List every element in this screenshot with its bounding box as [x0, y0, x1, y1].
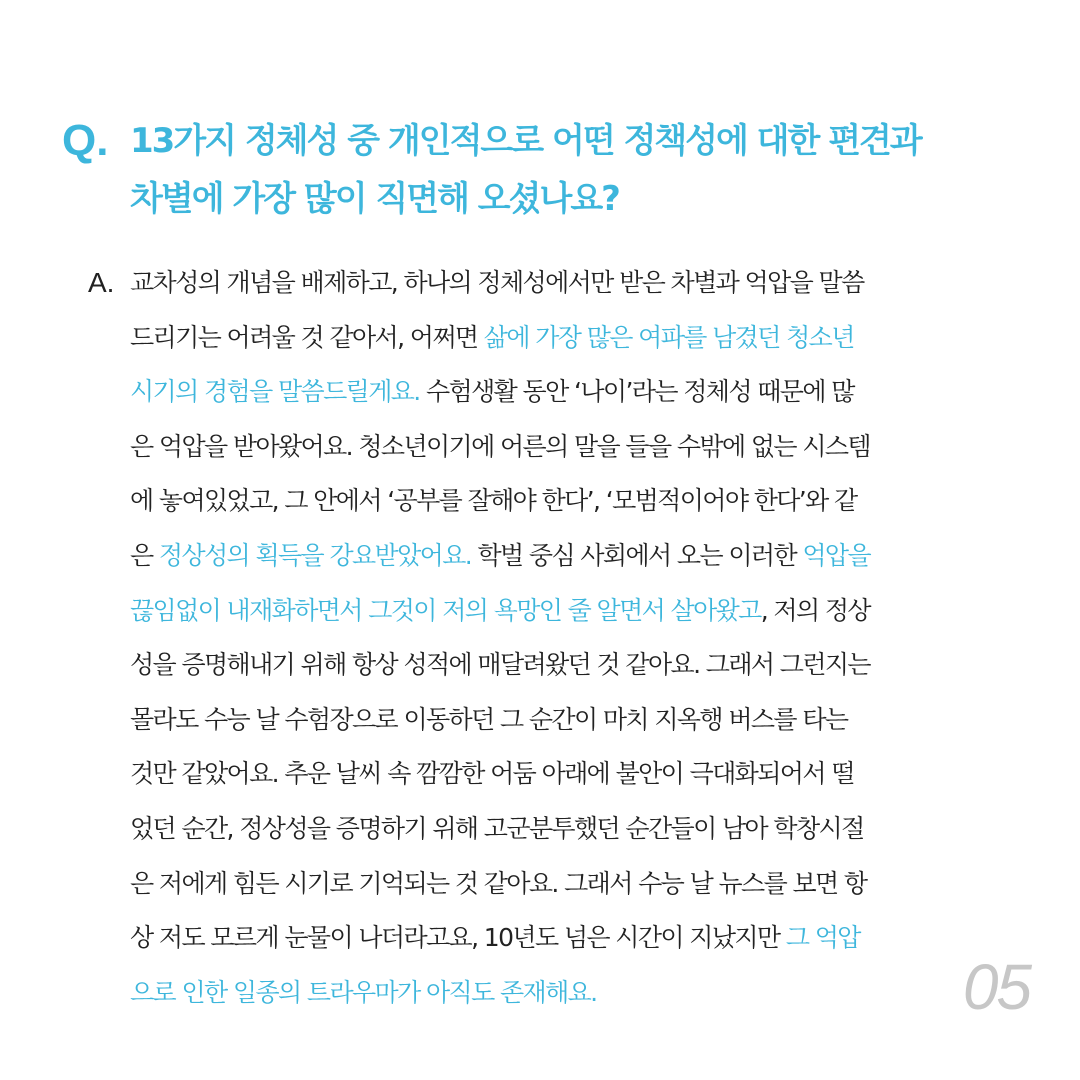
answer-line — [130, 474, 1008, 529]
highlighted-text: 그 억압 — [785, 923, 860, 953]
answer-text — [130, 256, 1008, 1020]
body-text: 에 놓여있었고, 그 안에서 ‘공부를 잘해야 한다’, ‘모범적이어야 한다’와 같 — [130, 486, 857, 516]
answer-mark: A. — [88, 267, 115, 298]
highlighted-text: 끊임없이 내재화하면서 그것이 저의 욕망인 줄 알면서 살아왔고 — [130, 595, 761, 625]
answer-line — [130, 911, 1008, 966]
highlighted-text: 정상성의 획득을 강요받았어요. — [158, 540, 472, 570]
question-line: 차별에 가장 많이 직면해 오셨나요? — [130, 179, 619, 219]
body-text: 교차성의 개념을 배제하고, 하나의 정체성에서만 받은 차별과 억압을 말씀 — [130, 268, 864, 297]
question-text — [130, 112, 1022, 228]
answer-line — [130, 420, 1008, 475]
body-text: 수험생활 동안 ‘나이’라는 정체성 때문에 많 — [419, 377, 854, 407]
body-text: 은 저에게 힘든 시기로 기억되는 것 같아요. 그래서 수능 날 뉴스를 보면 항 — [130, 868, 867, 898]
question-block — [62, 112, 1022, 228]
body-text: 은 억압을 받아왔어요. 청소년이기에 어른의 말을 들을 수밖에 없는 시스템 — [130, 431, 870, 461]
body-text: 성을 증명해내기 위해 항상 성적에 매달려왔던 것 같아요. 그래서 그런지는 — [130, 650, 870, 680]
page-number: 05 — [962, 951, 1030, 1023]
highlighted-text: 시기의 경험을 말씀드릴게요. — [130, 377, 420, 407]
highlighted-text: 으로 인한 일종의 트라우마가 아직도 존재해요. — [130, 977, 597, 1007]
body-text: 학벌 중심 사회에서 오는 이러한 — [471, 540, 803, 570]
answer-line — [130, 747, 1008, 802]
highlighted-text: 억압을 — [802, 540, 870, 570]
body-text: 은 — [130, 540, 159, 570]
body-text: 것만 같았어요. 추운 날씨 속 깜깜한 어둠 아래에 불안이 극대화되어서 떨 — [130, 759, 854, 789]
body-text: , 저의 정상 — [760, 595, 870, 625]
answer-line — [130, 966, 1008, 1021]
answer-line — [130, 802, 1008, 857]
question-mark: Q. — [62, 116, 109, 165]
body-text: 었던 순간, 정상성을 증명하기 위해 고군분투했던 순간들이 남아 학창시절 — [130, 813, 864, 843]
body-text: 상 저도 모르게 눈물이 나더라고요, 10년도 넘은 시간이 지났지만 — [130, 923, 786, 953]
answer-line — [130, 584, 1008, 639]
answer-line — [130, 365, 1008, 420]
highlighted-text: 삶에 가장 많은 여파를 남겼던 청소년 — [483, 322, 854, 352]
answer-line — [130, 529, 1008, 584]
question-line: 13가지 정체성 중 개인적으로 어떤 정책성에 대한 편견과 — [130, 121, 921, 161]
answer-line — [130, 693, 1008, 748]
body-text: 몰라도 수능 날 수험장으로 이동하던 그 순간이 마치 지옥행 버스를 타는 — [130, 704, 848, 734]
answer-block — [88, 256, 1008, 1020]
answer-line — [130, 857, 1008, 912]
answer-line — [130, 638, 1008, 693]
answer-line — [130, 311, 1008, 366]
answer-line — [130, 256, 1008, 311]
body-text: 드리기는 어려울 것 같아서, 어쩌면 — [130, 322, 484, 352]
